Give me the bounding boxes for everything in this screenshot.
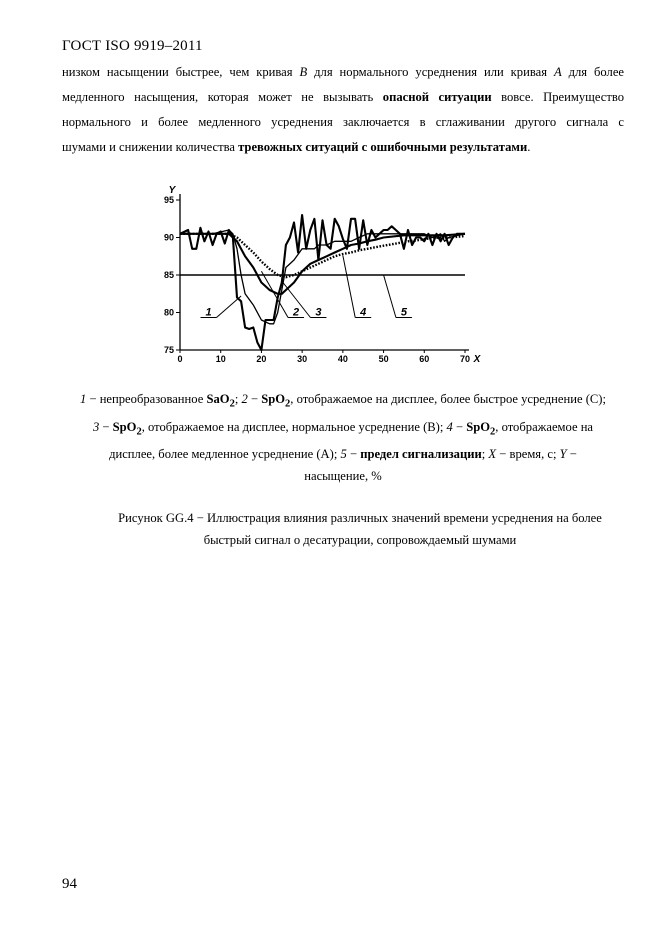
curve-label-1: 1 (205, 306, 212, 319)
curve-label-2: 2 (292, 306, 300, 319)
legend-line-2: 3 − SpO$_2$, отображаемое на дисплее, нормальное усреднение (B); 4 − SpO$_2$, отображаемое на (92, 419, 594, 438)
x-tick-label: 20 (256, 354, 267, 364)
caption-line-1: Рисунок GG.4 − Иллюстрация влияния различных значений времени усреднения на более (118, 511, 602, 525)
curve-label-leader (384, 275, 396, 318)
curve-label-5: 5 (400, 306, 407, 319)
x-axis-label: X (473, 354, 481, 365)
legend-line-4: насыщение, % (304, 469, 382, 484)
y-axis-label: Y (168, 185, 176, 196)
curve-label-4: 4 (360, 306, 367, 319)
x-tick-label: 60 (419, 354, 430, 364)
series-line-3 (180, 234, 465, 294)
document-header: ГОСТ ISO 9919–2011 (62, 38, 203, 54)
figure-legend (62, 388, 624, 487)
curve-label-leader (343, 256, 355, 318)
x-tick-label: 30 (297, 354, 308, 364)
figure-caption (100, 507, 620, 551)
paragraph-line-2: медленного насыщения, которая может не вызывать опасной ситуации вовсе. Преимущество (62, 90, 624, 104)
saturation-chart (155, 180, 495, 375)
curve-label-leader (217, 296, 242, 318)
y-tick-label: 80 (163, 307, 174, 318)
y-tick-label: 75 (163, 345, 174, 355)
x-tick-label: 40 (337, 354, 348, 364)
x-tick-label: 10 (215, 354, 226, 364)
curve-label-3: 3 (315, 306, 322, 319)
series-line-2 (180, 230, 465, 324)
y-tick-label: 95 (163, 195, 174, 205)
x-tick-label: 70 (459, 354, 471, 364)
paragraph-line-4: шумами и снижении количества тревожных ситуаций с ошибочными результатами. (62, 140, 531, 154)
page-number: 94 (62, 876, 77, 892)
x-tick-label: 0 (177, 354, 183, 364)
paragraph-line-1: низком насыщении быстрее, чем кривая B для нормального усреднения или кривая A для более (62, 65, 624, 79)
y-tick-label: 85 (163, 270, 174, 280)
y-tick-label: 90 (163, 232, 174, 243)
x-tick-label: 50 (378, 354, 389, 364)
legend-line-1: 1 − непреобразованное SaO$_2$; 2 − SpO$_2$, отображаемое на дисплее, более быстрое усреднение (C); (80, 392, 606, 410)
legend-line-3: дисплее, более медленное усреднение (A); 5 − предел сигнализации; X − время, с; Y − (109, 447, 577, 462)
caption-line-2: быстрый сигнал о десатурации, сопровождаемый шумами (203, 533, 517, 547)
paragraph-line-3: нормального и более медленного усреднения заключается в сглаживании другого сигнала с (62, 115, 624, 129)
body-paragraph (62, 60, 624, 160)
